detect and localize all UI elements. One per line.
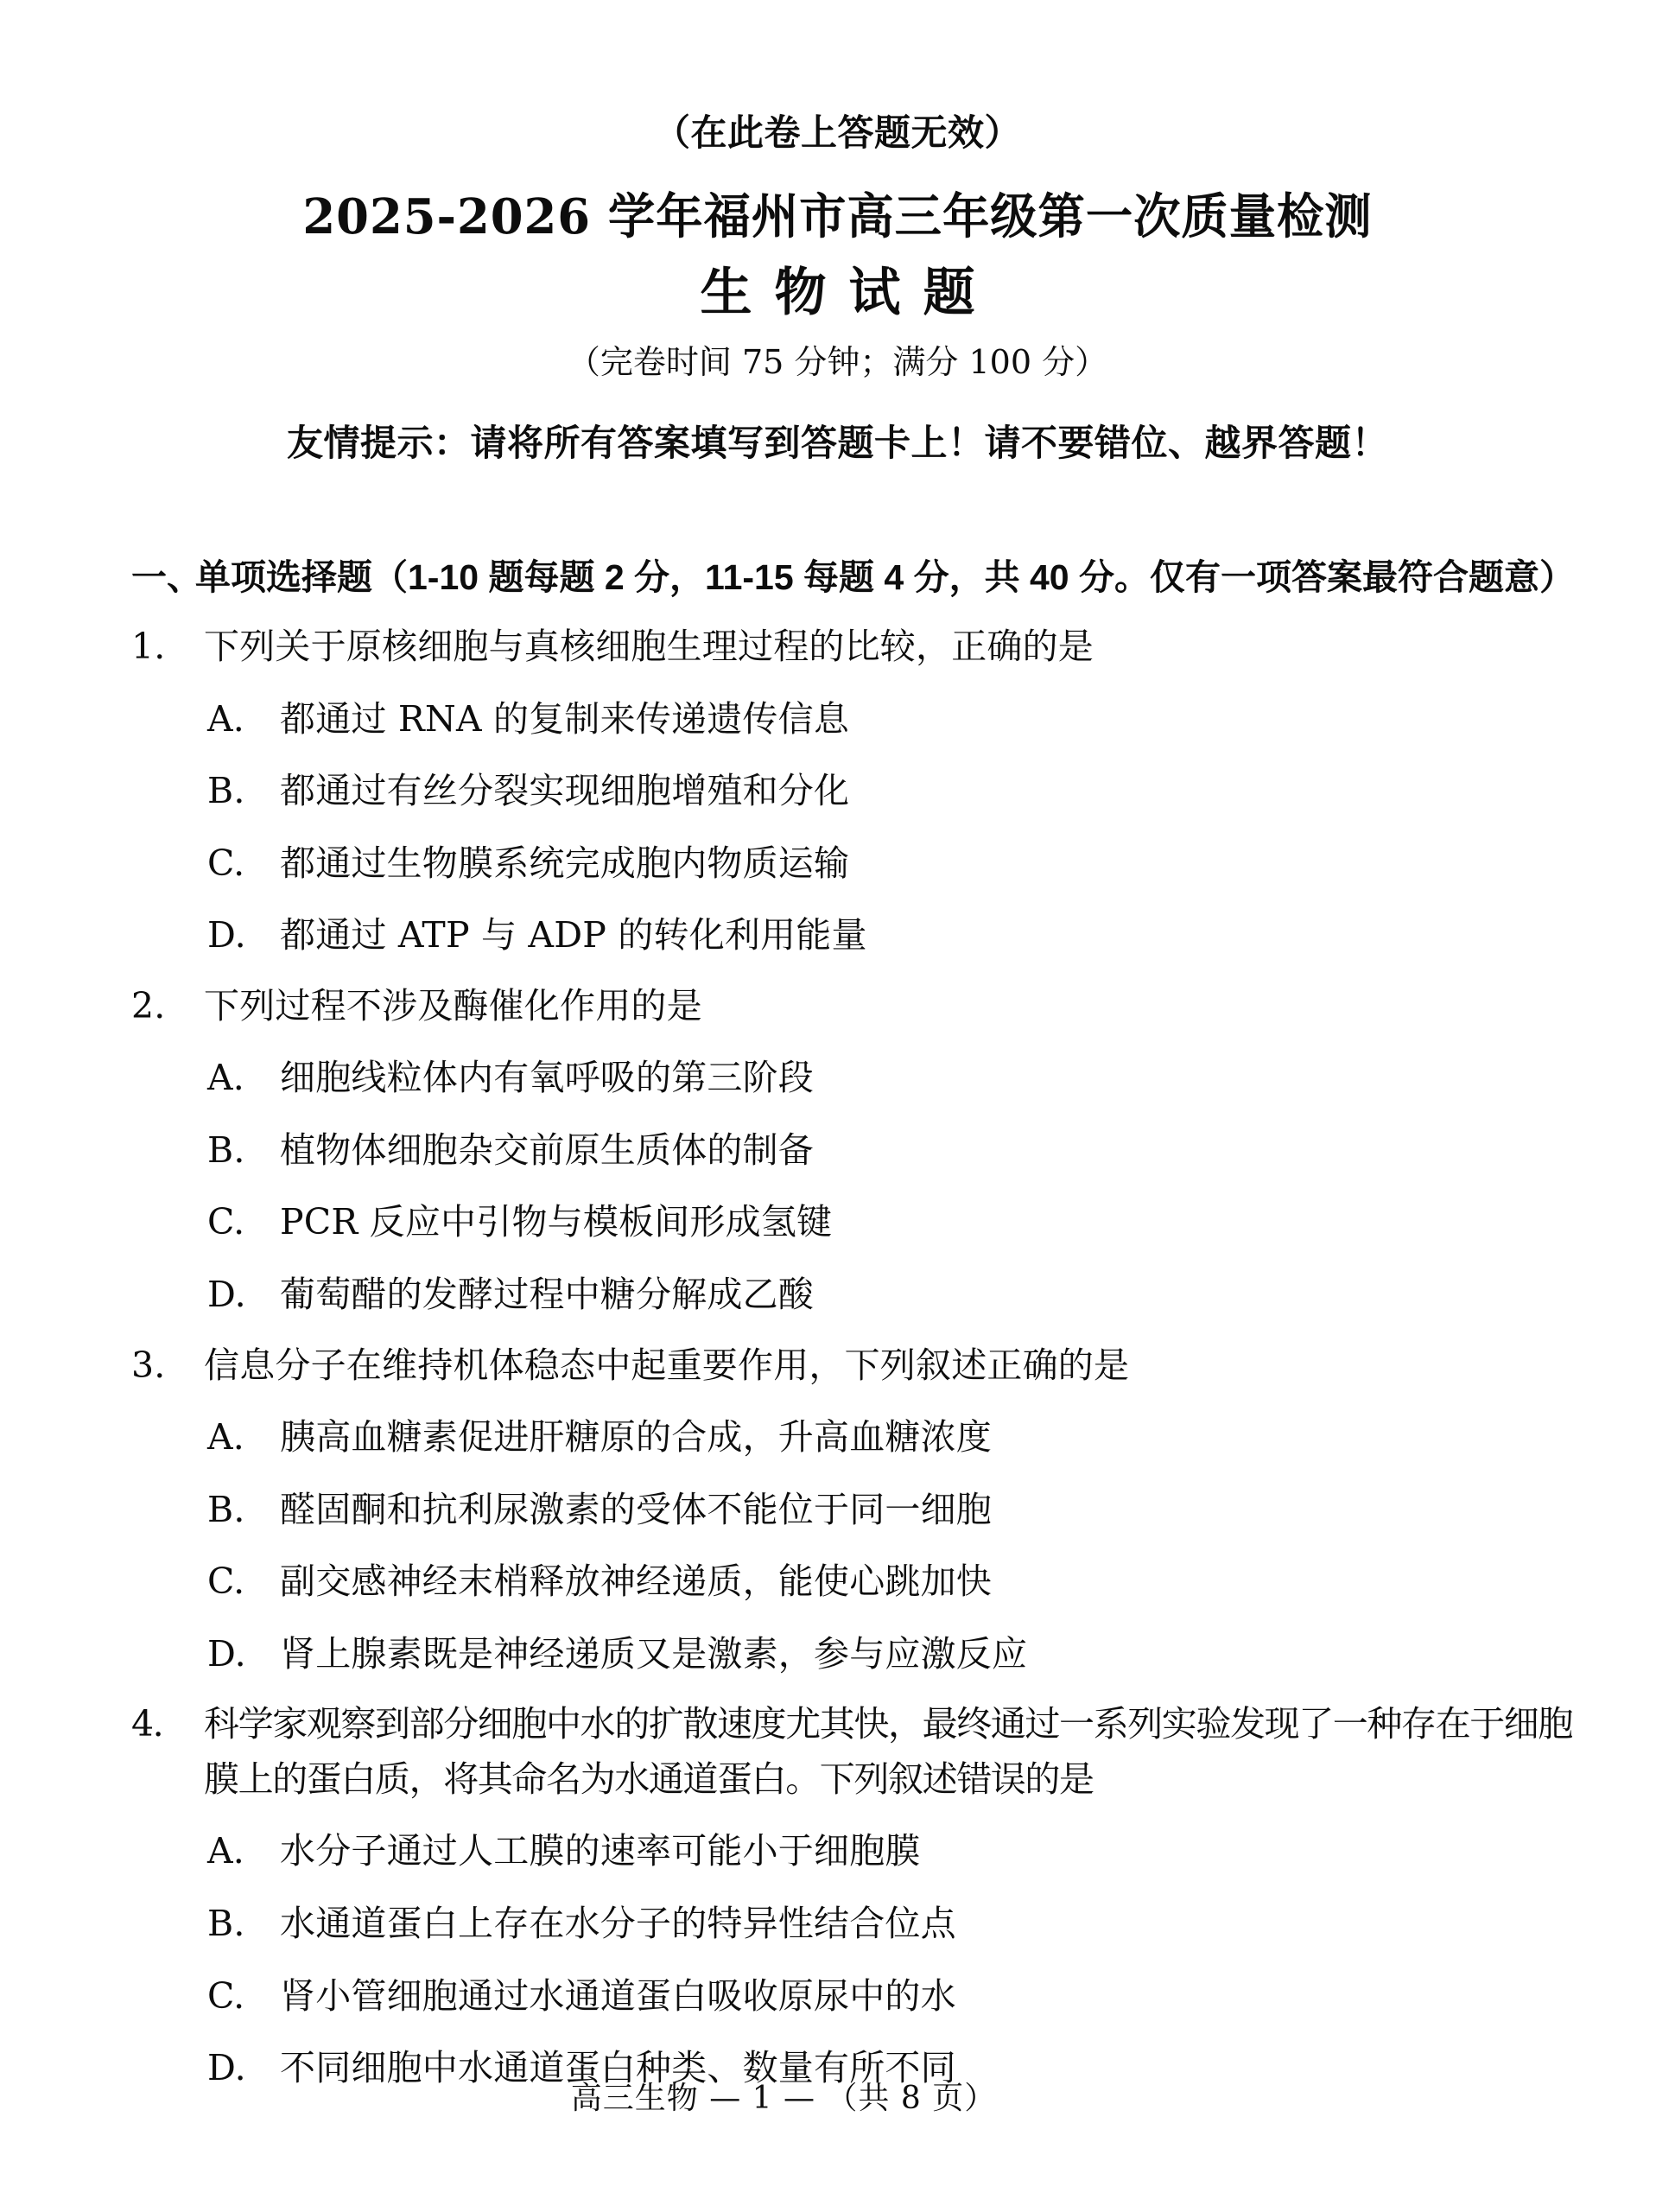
option-text: PCR 反应中引物与模板间形成氢键 <box>280 1201 833 1243</box>
question-text: 下列过程不涉及酶催化作用的是 <box>204 984 702 1027</box>
option-a[interactable] <box>131 1051 1580 1106</box>
option-c[interactable] <box>131 836 1580 892</box>
question-item <box>131 620 1580 963</box>
option-letter: A. <box>207 697 245 740</box>
option-letter: A. <box>207 1830 245 1872</box>
option-text: 细胞线粒体内有氧呼吸的第三阶段 <box>280 1057 814 1099</box>
option-c[interactable] <box>131 1969 1580 2024</box>
question-number: 1. <box>131 626 166 668</box>
option-text: 水通道蛋白上存在水分子的特异性结合位点 <box>280 1902 956 1944</box>
option-letter: C. <box>207 1974 245 2017</box>
subject-title: 生物试题 <box>700 262 998 323</box>
question-stem <box>131 620 1580 675</box>
option-text: 水分子通过人工膜的速率可能小于细胞膜 <box>280 1830 921 1872</box>
option-a[interactable] <box>131 692 1580 747</box>
option-b[interactable] <box>131 764 1580 819</box>
option-letter: D. <box>207 1632 246 1675</box>
friendly-tip: 友情提示：请将所有答案填写到答题卡上！请不要错位、越界答题！ <box>286 423 1388 464</box>
option-text: 都通过 ATP 与 ADP 的转化利用能量 <box>280 914 867 957</box>
option-text: 肾小管细胞通过水通道蛋白吸收原尿中的水 <box>280 1974 956 2017</box>
question-item <box>131 1697 1580 2095</box>
question-item <box>131 1338 1580 1682</box>
option-letter: D. <box>207 1274 246 1316</box>
option-text: 不同细胞中水通道蛋白种类、数量有所不同 <box>280 2047 956 2089</box>
question-number: 4. <box>131 1703 163 1745</box>
option-b[interactable] <box>131 1897 1580 1952</box>
option-d[interactable] <box>131 908 1580 963</box>
option-letter: D. <box>207 2047 246 2089</box>
option-b[interactable] <box>131 1123 1580 1179</box>
section-heading-text: 单项选择题（1-10 题每题 2 分，11-15 每题 4 分，共 40 分。仅有一项答案最符合题意） <box>195 556 1575 597</box>
question-stem <box>131 979 1580 1034</box>
option-letter: B. <box>207 770 245 812</box>
page-footer: 高三生物 — 1 — （共 8 页） <box>570 2081 997 2116</box>
option-c[interactable] <box>131 1195 1580 1250</box>
option-letter: D. <box>207 914 246 957</box>
question-text: 科学家观察到部分细胞中水的扩散速度尤其快，最终通过一系列实验发现了一种存在于细胞膜上的蛋白质，将其命名为水通道蛋白。下列叙述错误的是 <box>204 1703 1572 1800</box>
option-text: 植物体细胞杂交前原生质体的制备 <box>280 1128 814 1171</box>
question-stem <box>131 1697 1580 1807</box>
option-text: 都通过有丝分裂实现细胞增殖和分化 <box>280 770 850 812</box>
option-letter: A. <box>207 1416 245 1459</box>
section-heading <box>131 550 1580 604</box>
option-letter: C. <box>207 1201 245 1243</box>
exam-meta: （完卷时间 75 分钟；满分 100 分） <box>567 342 1108 381</box>
option-text: 葡萄醋的发酵过程中糖分解成乙酸 <box>280 1274 814 1316</box>
option-letter: B. <box>207 1488 245 1530</box>
option-text: 肾上腺素既是神经递质又是激素，参与应激反应 <box>280 1632 1028 1675</box>
option-b[interactable] <box>131 1483 1580 1538</box>
option-list <box>131 1051 1580 1322</box>
option-d[interactable] <box>131 1627 1580 1682</box>
option-letter: B. <box>207 1128 245 1171</box>
exam-content <box>0 550 1675 2096</box>
option-a[interactable] <box>131 1410 1580 1465</box>
option-a[interactable] <box>131 1824 1580 1879</box>
option-text: 醛固酮和抗利尿激素的受体不能位于同一细胞 <box>280 1488 992 1530</box>
option-letter: B. <box>207 1902 245 1944</box>
question-stem <box>131 1338 1580 1394</box>
page-title: 2025-2026 学年福州市高三年级第一次质量检测 <box>302 188 1373 245</box>
section-heading-lead: 一、 <box>131 556 202 597</box>
option-d[interactable] <box>131 1268 1580 1323</box>
option-list <box>131 1824 1580 2095</box>
option-text: 副交感神经末梢释放神经递质，能使心跳加快 <box>280 1560 992 1603</box>
question-text: 信息分子在维持机体稳态中起重要作用，下列叙述正确的是 <box>204 1344 1130 1386</box>
option-list <box>131 1410 1580 1681</box>
option-letter: C. <box>207 1560 245 1603</box>
question-number: 2. <box>131 984 166 1027</box>
question-text: 下列关于原核细胞与真核细胞生理过程的比较，正确的是 <box>204 626 1094 668</box>
option-letter: C. <box>207 842 245 884</box>
question-item <box>131 979 1580 1323</box>
option-text: 都通过 RNA 的复制来传递遗传信息 <box>280 697 850 740</box>
option-text: 胰高血糖素促进肝糖原的合成，升高血糖浓度 <box>280 1416 992 1459</box>
option-list <box>131 692 1580 963</box>
option-letter: A. <box>207 1057 245 1099</box>
option-c[interactable] <box>131 1554 1580 1610</box>
page-header <box>0 111 1675 467</box>
answer-invalid-notice: （在此卷上答题无效） <box>653 112 1021 153</box>
option-text: 都通过生物膜系统完成胞内物质运输 <box>280 842 850 884</box>
question-number: 3. <box>131 1344 166 1386</box>
